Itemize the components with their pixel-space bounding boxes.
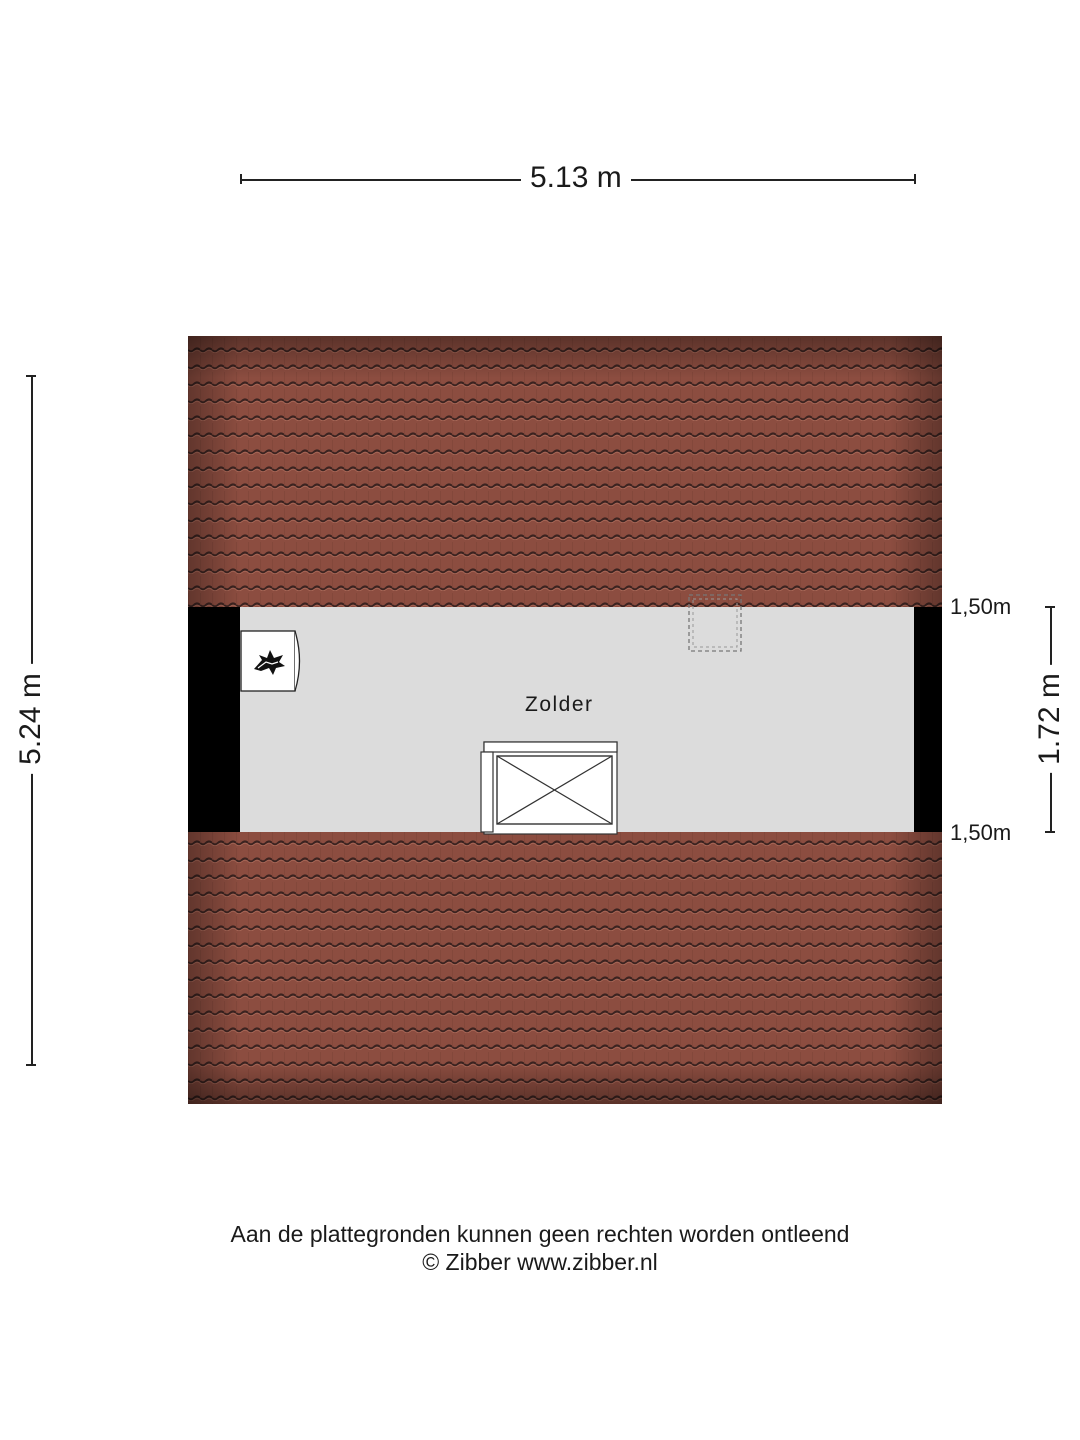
footer (0, 1220, 1080, 1276)
boiler-icon (241, 631, 300, 691)
disclaimer-text: Aan de plattegronden kunnen geen rechten worden ontleend (230, 1221, 850, 1247)
room-label-zolder: Zolder (525, 693, 594, 716)
credit-text: © Zibber www.zibber.nl (422, 1249, 658, 1275)
wall-left (188, 607, 240, 832)
roof-bottom (188, 832, 942, 1104)
width-dim-tick-right (914, 174, 916, 184)
depth-dim-label: 5.24 m (16, 664, 46, 774)
stair-hatch (481, 742, 617, 834)
section-dim-tick-bottom (1045, 831, 1055, 833)
hatch-cross-icon (497, 756, 612, 824)
floor-plan-drawing (188, 336, 942, 1104)
depth-dim-tick-bottom (26, 1064, 36, 1066)
width-dim-label: 5.13 m (521, 163, 631, 193)
ceiling-height-top: 1,50m (950, 594, 1012, 619)
roof-top (188, 336, 942, 607)
ceiling-height-bottom: 1,50m (950, 820, 1012, 845)
wall-right (914, 607, 942, 832)
section-dim-label: 1.72 m (1035, 665, 1065, 773)
floor-plan (188, 336, 942, 1104)
